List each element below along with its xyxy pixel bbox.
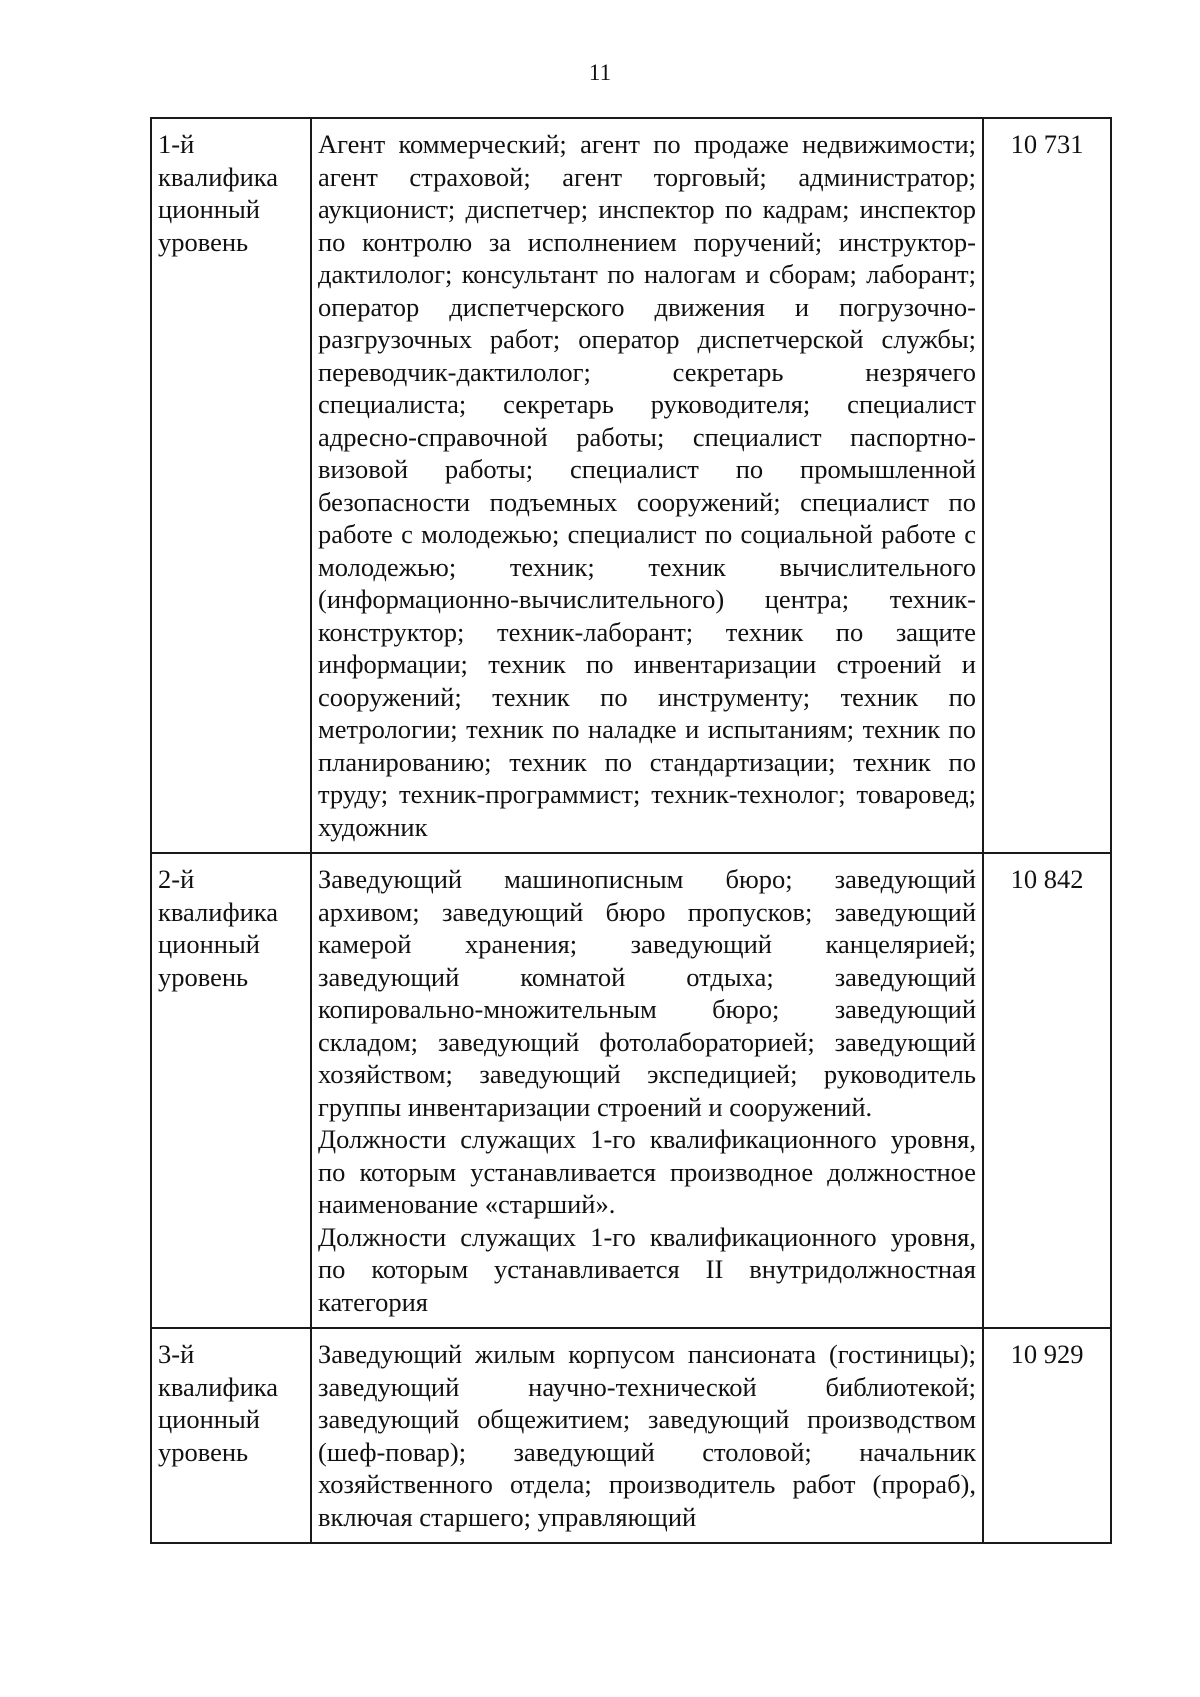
qualification-level-cell xyxy=(151,1328,311,1543)
salary-cell: 10 929 xyxy=(983,1328,1111,1543)
level-line: ционный xyxy=(158,1404,260,1434)
positions-paragraph: Агент коммерческий; агент по продаже недвижимости; агент страховой; агент торговый; администратор; аукционист; диспетчер; инспектор по кадрам; инспектор по контролю за исполнением поручений; инструктор-дактилолог; консультант по налогам и сборам; лаборант; оператор диспетчерского движения и погрузочно-разгрузочных работ; оператор диспетчерской службы; переводчик-дактилолог; секретарь незрячего специалиста; секретарь руководителя; специалист адресно-справочной работы; специалист паспортно-визовой работы; специалист по промышленной безопасности подъемных сооружений; специалист по работе с молодежью; специалист по социальной работе с молодежью; техник; техник вычислительного (информационно-вычислительного) центра; техник-конструктор; техник-лаборант; техник по защите информации; техник по инвентаризации строений и сооружений; техник по инструменту; техник по метрологии; техник по наладке и испытаниям; техник по планированию; техник по стандартизации; техник по труду; техник-программист; техник-технолог; товаровед; художник xyxy=(318,129,976,842)
qualification-level-cell xyxy=(151,118,311,853)
salary-cell: 10 842 xyxy=(983,853,1111,1328)
level-line: уровень xyxy=(158,226,249,257)
positions-cell xyxy=(311,118,983,853)
page-number: 11 xyxy=(588,60,612,85)
qualification-table xyxy=(150,117,1112,1544)
level-line: ционный xyxy=(158,929,260,959)
positions-cell xyxy=(311,1328,983,1543)
level-line: 2-й xyxy=(158,864,195,894)
table-row xyxy=(151,118,1111,853)
level-line: 3-й xyxy=(158,1339,195,1369)
positions-paragraph: Заведующий машинописным бюро; заведующий архивом; заведующий бюро пропусков; заведующий камерой хранения; заведующий канцелярией; заведующий комнатой отдыха; заведующий копировально-множительным бюро; заведующий складом; заведующий фотолабораторией; заведующий хозяйством; заведующий экспедицией; руководитель группы инвентаризации строений и сооружений. xyxy=(318,864,976,1122)
level-line: ционный xyxy=(158,194,260,224)
table-row xyxy=(151,853,1111,1328)
level-line: уровень xyxy=(158,961,249,992)
positions-paragraph: Должности служащих 1-го квалификационного уровня, по которым устанавливается II внутридолжностная категория xyxy=(318,1221,976,1317)
positions-paragraph: Заведующий жилым корпусом пансионата (гостиницы); заведующий научно-технической библиотекой; заведующий общежитием; заведующий производством (шеф-повар); заведующий столовой; начальник хозяйственного отдела; производитель работ (прораб), включая старшего; управляющий xyxy=(318,1339,976,1532)
level-line: квалифика xyxy=(158,161,279,192)
level-line: квалифика xyxy=(158,1371,279,1402)
level-line: 1-й xyxy=(158,129,195,159)
salary-cell: 10 731 xyxy=(983,118,1111,853)
qualification-level-cell xyxy=(151,853,311,1328)
positions-paragraph: Должности служащих 1-го квалификационного уровня, по которым устанавливается производное должностное наименование «старший». xyxy=(318,1124,976,1219)
positions-cell xyxy=(311,853,983,1328)
level-line: квалифика xyxy=(158,896,279,927)
level-line: уровень xyxy=(158,1436,249,1467)
table-row xyxy=(151,1328,1111,1543)
